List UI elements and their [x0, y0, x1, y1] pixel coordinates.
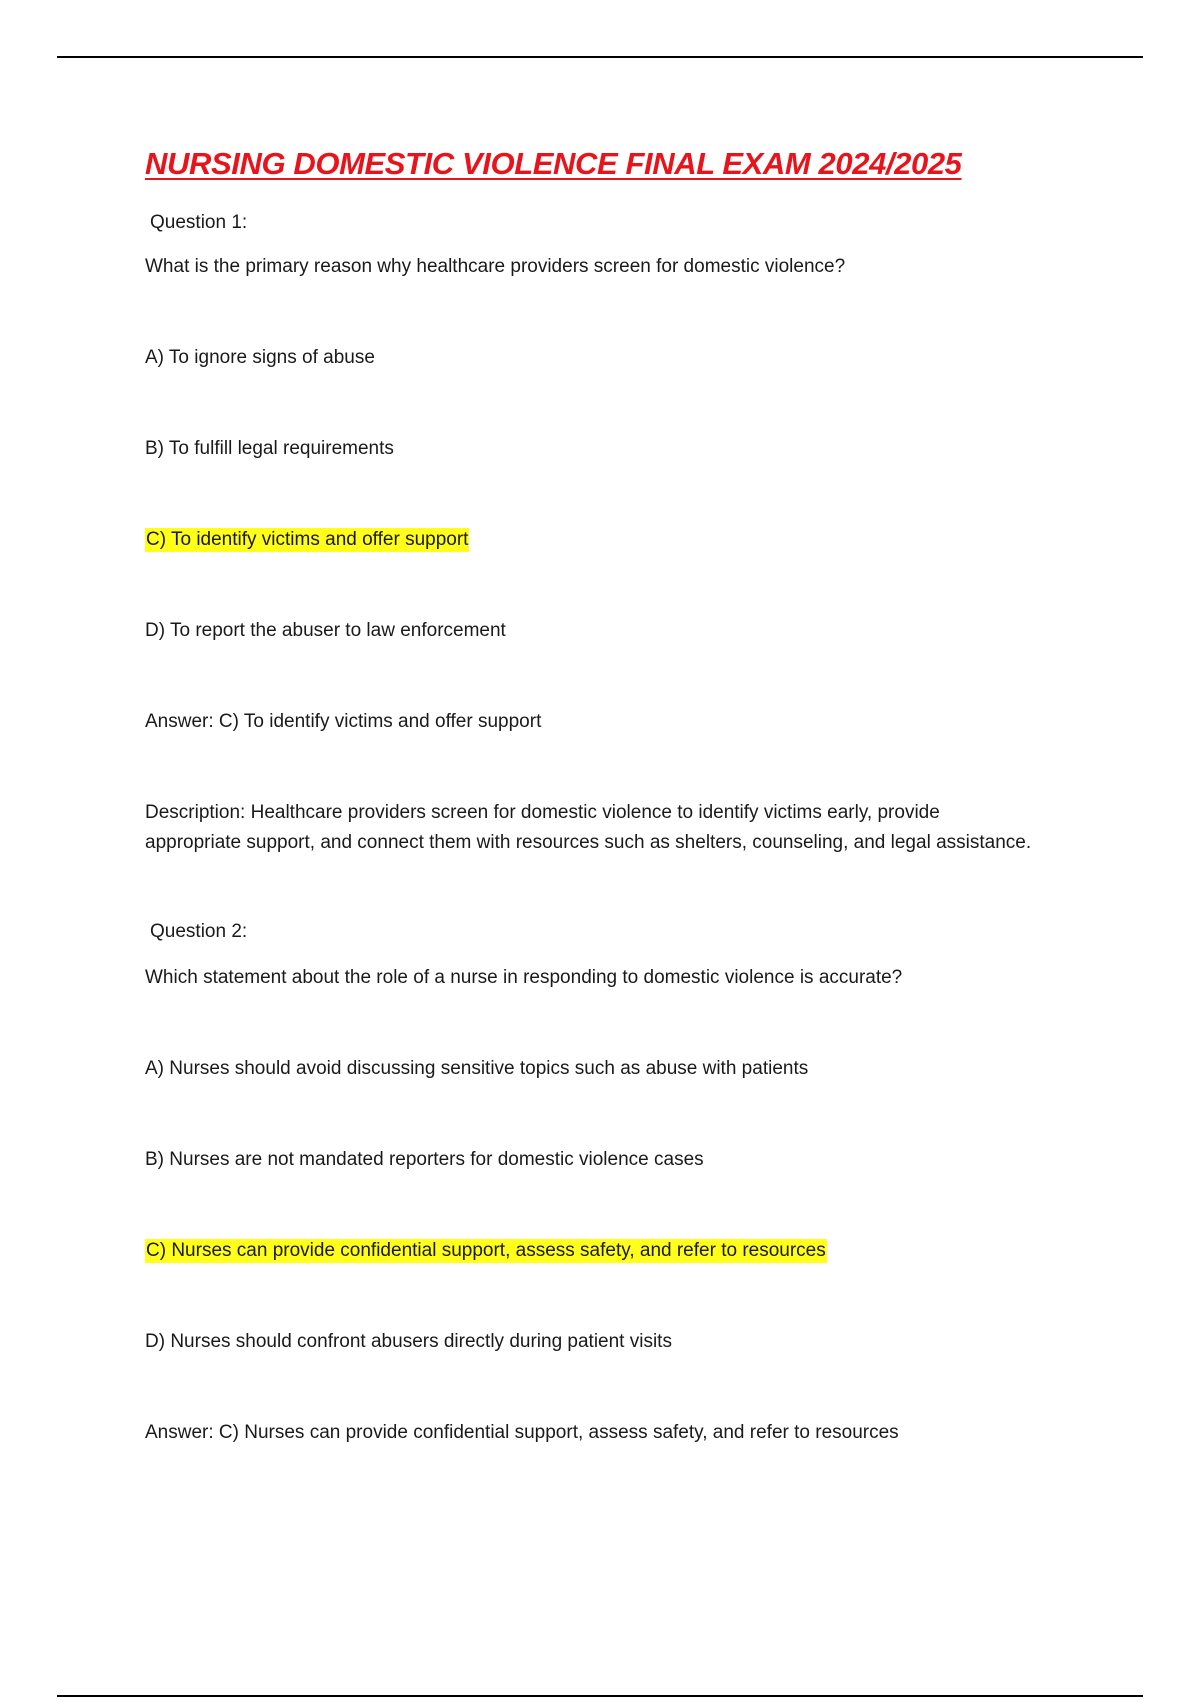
- question-1-option-a: A) To ignore signs of abuse: [145, 347, 375, 368]
- question-2-correct-highlight: C) Nurses can provide confidential support, assess safety, and refer to resources: [146, 1240, 826, 1261]
- question-2-answer: Answer: C) Nurses can provide confidential support, assess safety, and refer to resources: [145, 1422, 899, 1443]
- question-1-option-d: D) To report the abuser to law enforcement: [145, 620, 506, 641]
- question-1-label: Question 1:: [150, 212, 248, 233]
- question-2-option-b: B) Nurses are not mandated reporters for domestic violence cases: [145, 1149, 704, 1170]
- page-title: NURSING DOMESTIC VIOLENCE FINAL EXAM 2024/2025: [145, 146, 962, 181]
- top-rule: [57, 56, 1143, 58]
- question-1-option-b: B) To fulfill legal requirements: [145, 438, 394, 459]
- question-1-text: What is the primary reason why healthcare providers screen for domestic violence?: [145, 256, 846, 277]
- description-line: Description: Healthcare providers screen for domestic violence to identify victims early, provide: [145, 802, 940, 823]
- question-2-option-d: D) Nurses should confront abusers directly during patient visits: [145, 1331, 672, 1352]
- question-2-option-c: [145, 1236, 827, 1266]
- bottom-rule: [57, 1695, 1143, 1697]
- question-2-option-a: A) Nurses should avoid discussing sensitive topics such as abuse with patients: [145, 1058, 809, 1079]
- description-line: appropriate support, and connect them with resources such as shelters, counseling, and legal assistance.: [145, 832, 1032, 853]
- question-1-answer: Answer: C) To identify victims and offer support: [145, 711, 542, 732]
- question-1-description: [145, 798, 1145, 858]
- question-1-correct-highlight: C) To identify victims and offer support: [146, 529, 469, 550]
- question-1-option-c: [145, 525, 469, 555]
- question-2-text: Which statement about the role of a nurse in responding to domestic violence is accurate?: [145, 967, 903, 988]
- question-2-label: Question 2:: [150, 921, 248, 942]
